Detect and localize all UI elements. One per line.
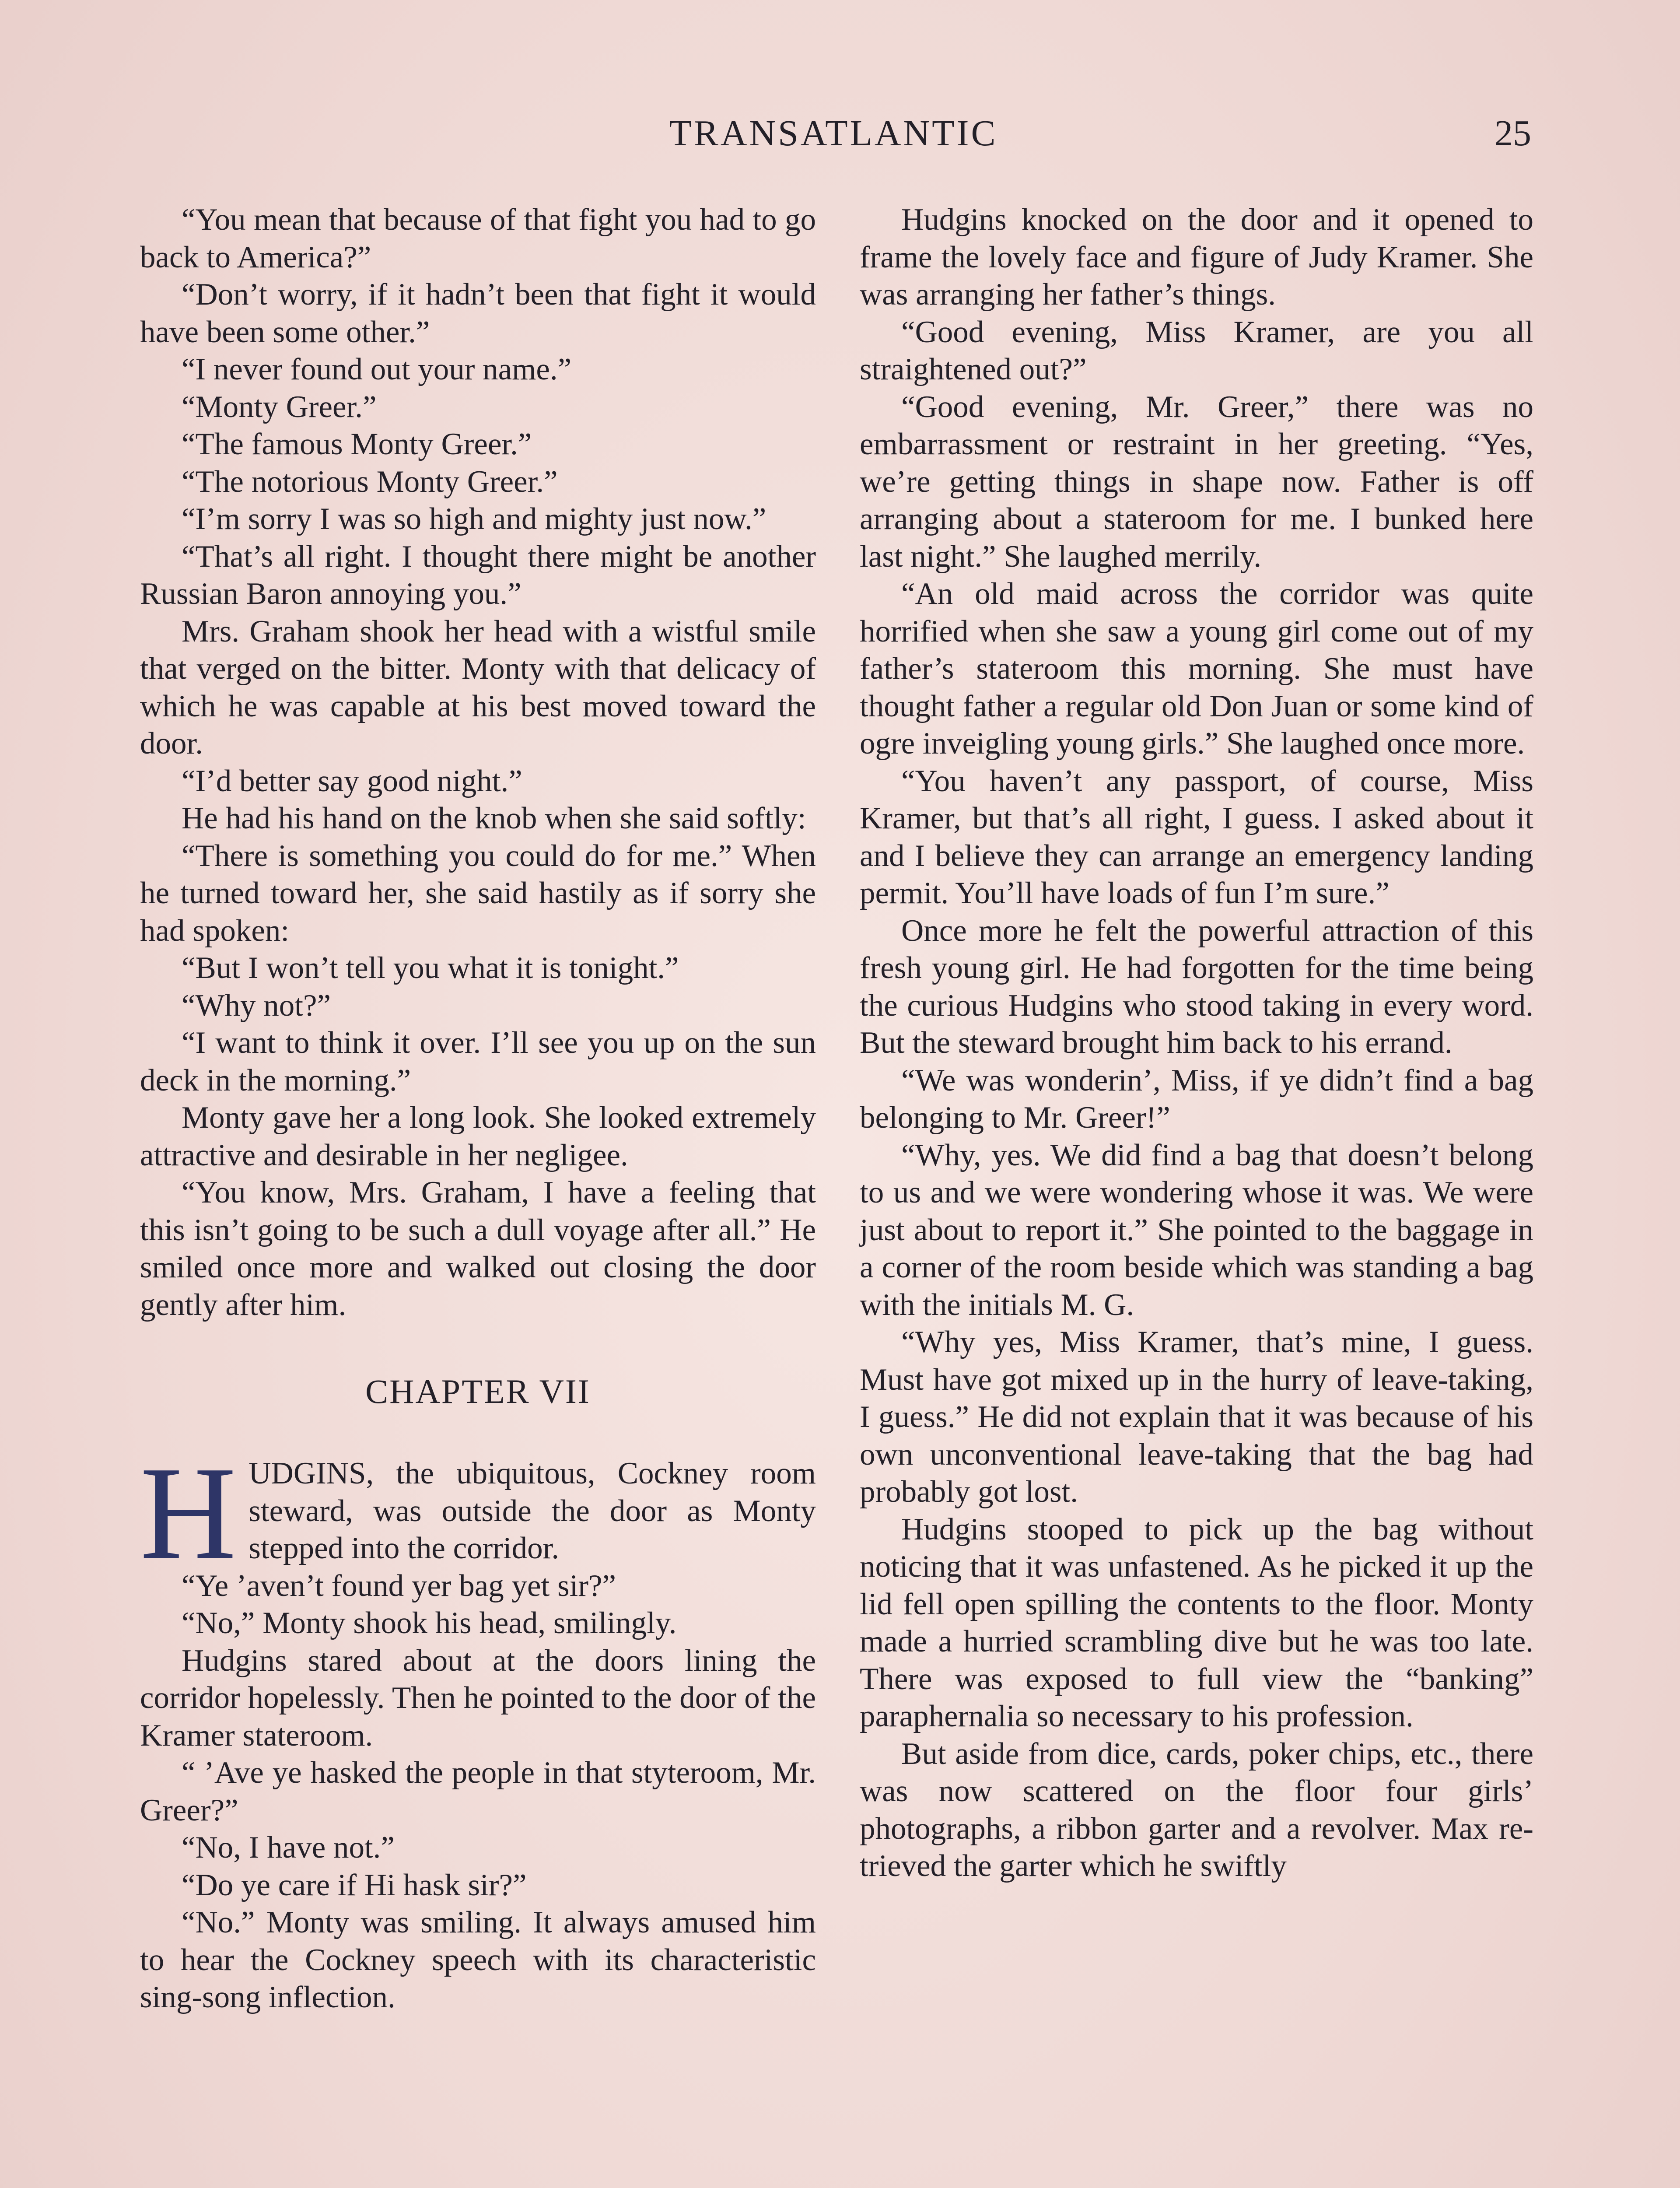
paragraph: “You haven’t any passport, of course, Miss Kramer, but that’s all right, I guess. I asked about it and I believe they can arrange an emergency landing permit. You’ll have loads of fun I’m sure.” [860, 764, 1533, 910]
paragraph: “That’s all right. I thought there might be another Russian Baron annoying you.” [140, 539, 816, 611]
paragraph: “Why yes, Miss Kramer, that’s mine, I guess. Must have got mixed up in the hurry of leave-taking, I guess.” He did not explain that it was because of his own unconventional leave-taking that the bag had probably got lost. [860, 1325, 1533, 1509]
paragraph: “No,” Monty shook his head, smilingly. [182, 1606, 677, 1640]
paragraph: “Good evening, Mr. Greer,” there was no embarrassment or restraint in her greeting. “Yes, we’re getting things in shape now. Father is off arranging about a stateroom for me. I bunked here last night.” She laughed merrily. [860, 389, 1533, 574]
paragraph: “Do ye care if Hi hask sir?” [182, 1868, 527, 1902]
left-column [140, 201, 816, 2016]
paragraph: “We was wonderin’, Miss, if ye didn’t find a bag belonging to Mr. Greer!” [860, 1063, 1533, 1135]
paragraph: “An old maid across the corridor was quite horrified when she saw a young girl come out of my father’s stateroom this morning. She must have thought father a regular old Don Juan or some kind of ogre inveigling young girls.” She laughed once more. [860, 577, 1533, 761]
opening-text: UDGINS, the ubiquitous, Cockney room steward, was outside the door as Monty stepped into the corridor. [248, 1456, 816, 1565]
paragraph: But aside from dice, cards, poker chips, etc., there was now scattered on the floor four girls’ photographs, a ribbon garter and a revolver. Max retrieved the garter which he swiftly [860, 1736, 1533, 1883]
paragraph: “No, I have not.” [182, 1830, 395, 1865]
paragraph: “Don’t worry, if it hadn’t been that fight it would have been some other.” [140, 277, 816, 349]
paragraph: “Ye ’aven’t found yer bag yet sir?” [182, 1568, 616, 1603]
paragraph: “ ’Ave ye hasked the people in that styteroom, Mr. Greer?” [140, 1756, 816, 1827]
paragraph: “The famous Monty Greer.” [182, 427, 532, 461]
paragraph: “There is something you could do for me.” When he turned toward her, she said hastily as if sorry she had spoken: [140, 838, 816, 948]
paragraph: “I never found out your name.” [182, 352, 572, 386]
paragraph: Mrs. Graham shook her head with a wistful smile that verged on the bitter. Monty with that delicacy of which he was capable at his best moved toward the door. [140, 614, 816, 761]
page-number: 25 [1494, 113, 1531, 154]
drop-cap: H [140, 1439, 237, 1587]
paragraph: “Why, yes. We did find a bag that doesn’t belong to us and we were wondering whose it was. We were just about to report it.” She pointed to the baggage in a corner of the room beside which was standing a bag with the initials M. G. [860, 1138, 1533, 1322]
chapter-heading: CHAPTER VII [365, 1372, 591, 1410]
paragraph: “I’m sorry I was so high and mighty just now.” [182, 502, 766, 536]
paragraph: Hudgins stooped to pick up the bag without noticing that it was unfastened. As he picked it up the lid fell open spilling the contents to the floor. Monty made a hurried scrambling dive but he was too late. There was exposed to full view the “banking” paraphernalia so necessary to his profession. [860, 1512, 1533, 1733]
paragraph: “The notorious Monty Greer.” [182, 464, 558, 499]
running-title: TRANSATLANTIC [669, 113, 998, 154]
paragraph: “You mean that because of that fight you had to go back to America?” [140, 203, 816, 274]
paragraph: “You know, Mrs. Graham, I have a feeling that this isn’t going to be such a dull voyage after all.” He smiled once more and walked out closing the door gently after him. [140, 1175, 816, 1322]
paragraph: He had his hand on the knob when she said softly: [182, 801, 806, 835]
paragraph: “Why not?” [182, 988, 331, 1023]
page-header [136, 109, 1531, 158]
paragraph: Hudgins stared about at the doors lining the corridor hopelessly. Then he pointed to the door of the Kramer stateroom. [140, 1643, 816, 1753]
paragraph: “No.” Monty was smiling. It always amused him to hear the Cockney speech with its characteristic sing-song inflection. [140, 1905, 816, 2014]
paragraph: “Monty Greer.” [182, 389, 377, 424]
paragraph: Monty gave her a long look. She looked extremely attractive and desirable in her negligee. [140, 1101, 816, 1172]
paragraph: Once more he felt the powerful attraction of this fresh young girl. He had forgotten for the time being the curious Hudgins who stood taking in every word. But the steward brought him back to his errand. [860, 913, 1533, 1060]
paragraph: “I’d better say good night.” [182, 764, 522, 798]
paragraph: “Good evening, Miss Kramer, are you all straightened out?” [860, 315, 1533, 386]
paragraph: “But I won’t tell you what it is tonight.” [182, 951, 679, 985]
paragraph: Hudgins knocked on the door and it opened to frame the lovely face and figure of Judy Kramer. She was arranging her father’s things. [860, 203, 1533, 312]
paragraph: “I want to think it over. I’ll see you up on the sun deck in the morning.” [140, 1026, 816, 1098]
right-column [860, 201, 1533, 1885]
